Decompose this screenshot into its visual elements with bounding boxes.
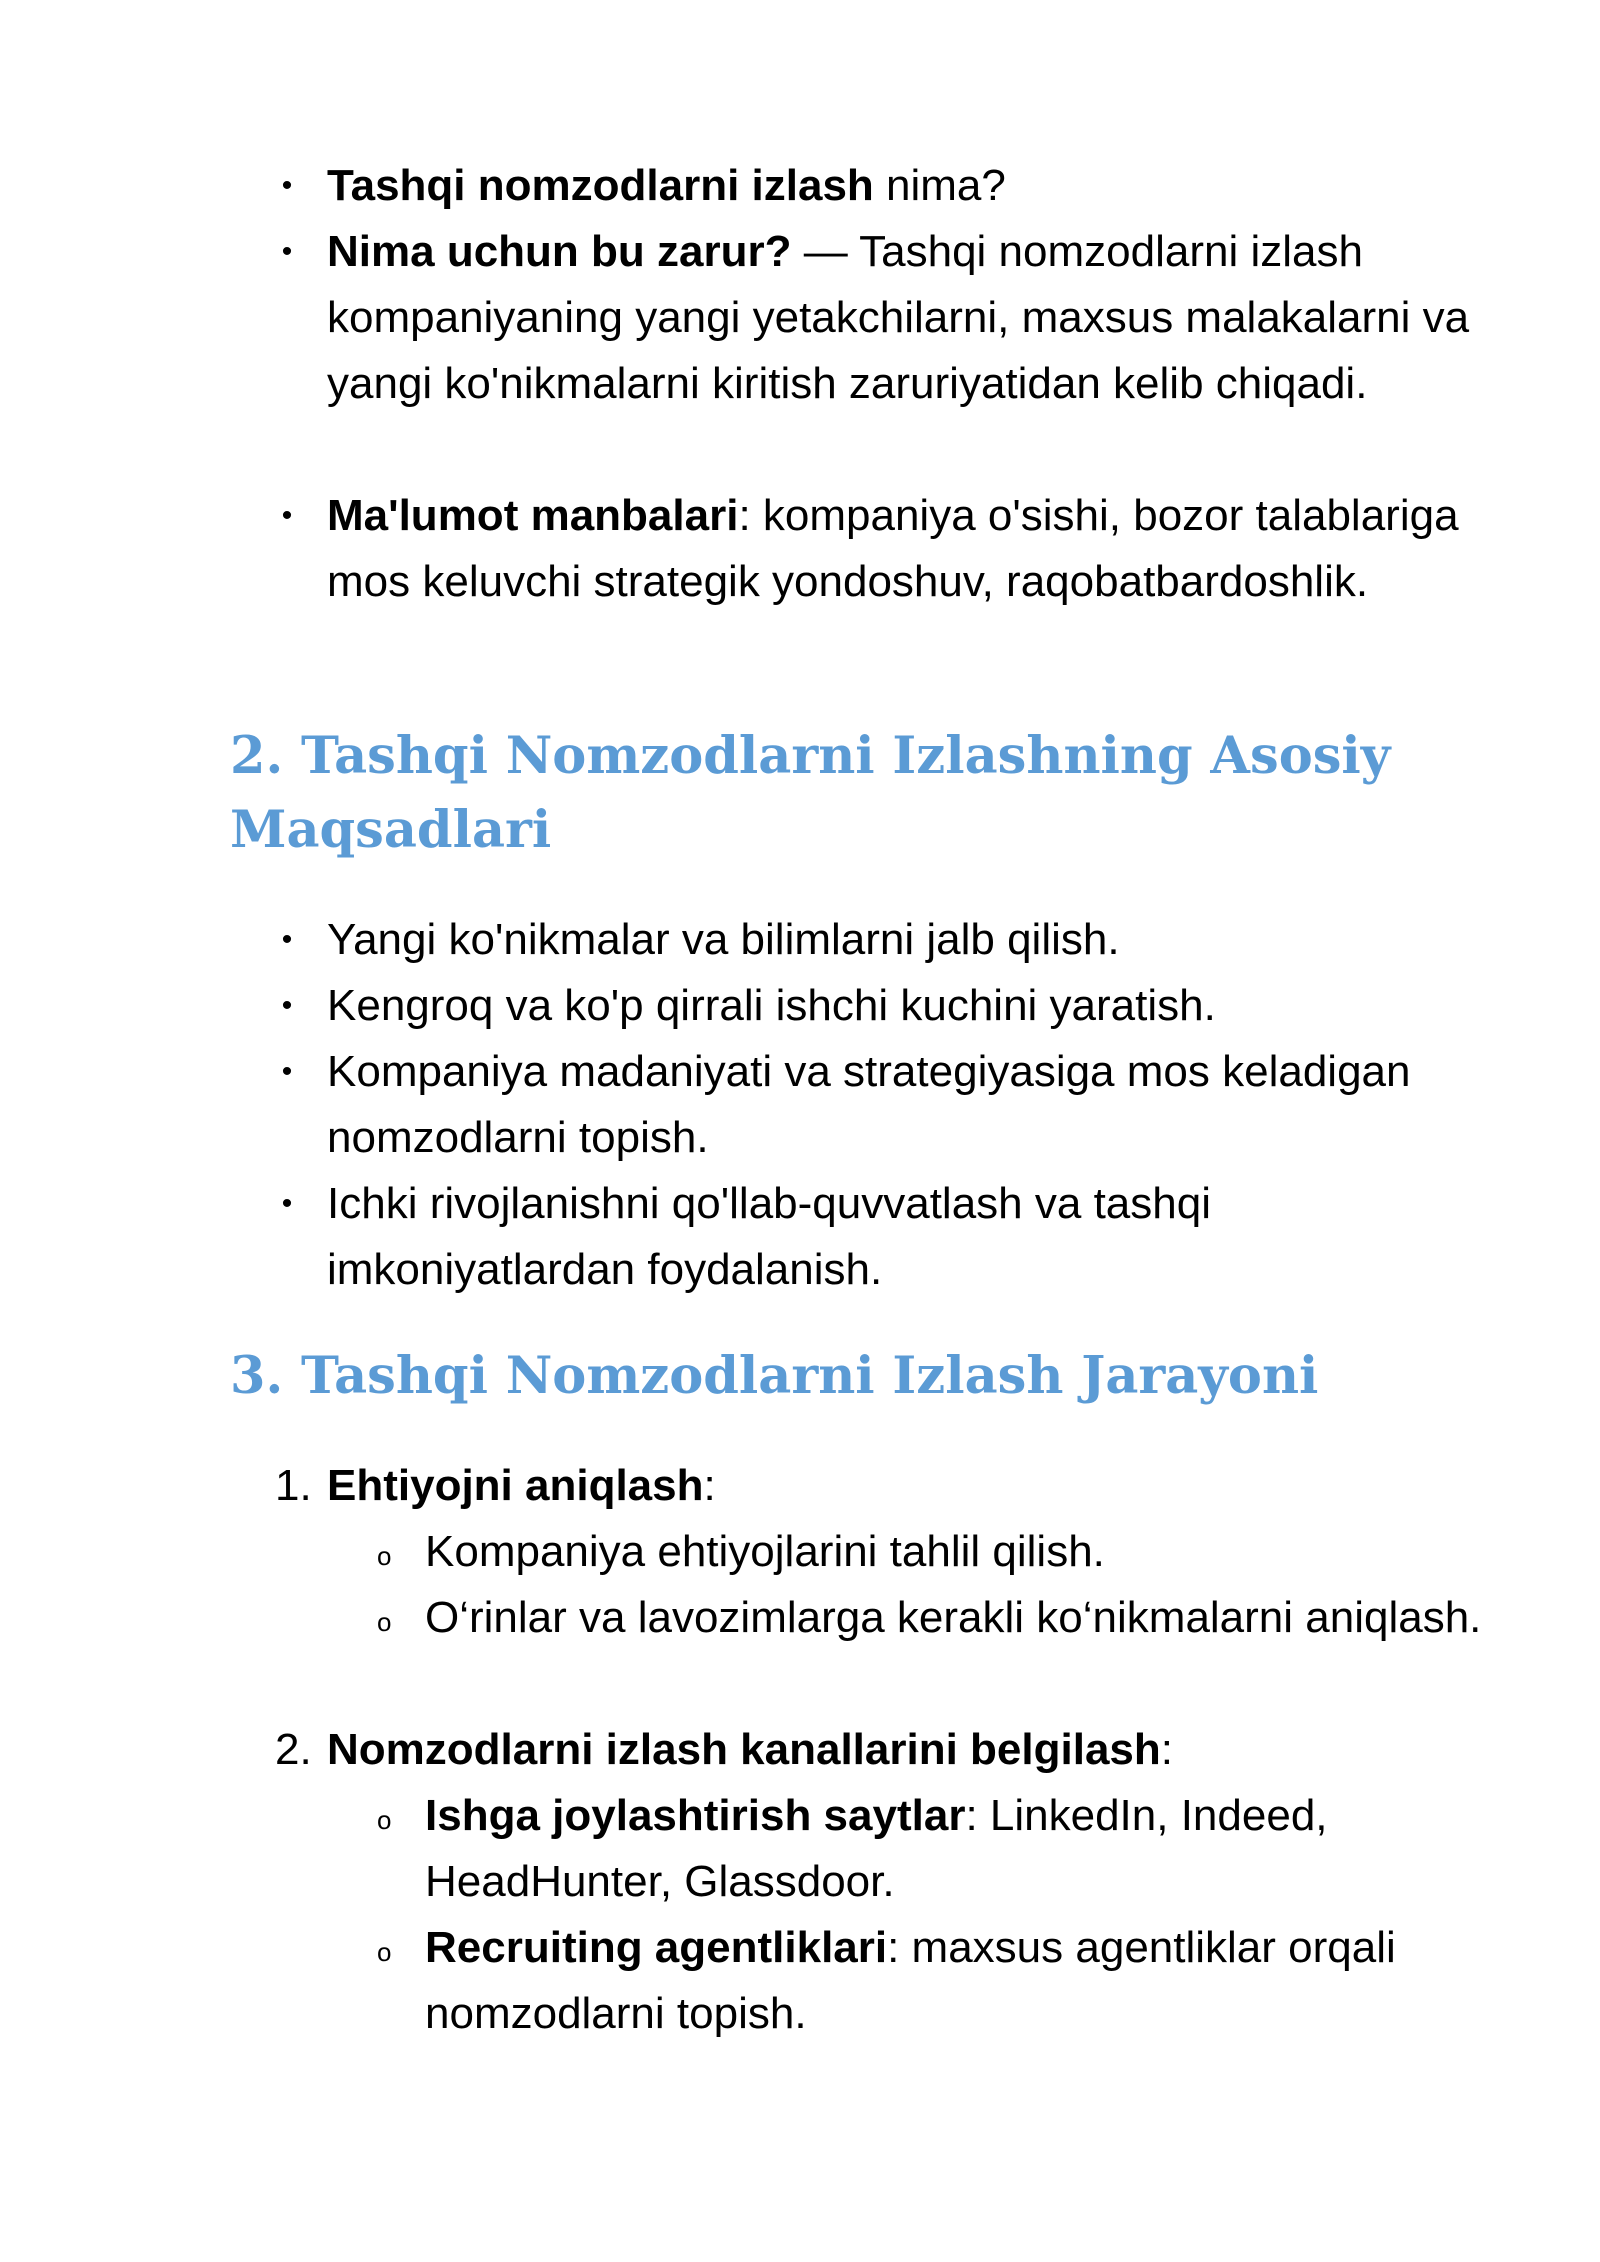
section-2-heading: 2. Tashqi Nomzodlarni Izlashning Asosiy Maqsadlari [230, 726, 1391, 860]
step-2-sub-2-text: : maxsus agentliklar orqali nomzodlarni topish. [425, 1923, 1396, 2038]
bullet-marker: • [281, 235, 293, 268]
step-1-bold: Ehtiyojni aniqlash [327, 1461, 704, 1510]
section-2-item-2-text: Kengroq va ko'p qirrali ishchi kuchini yaratish. [327, 981, 1216, 1030]
step-2-sub-1-text: : LinkedIn, Indeed, HeadHunter, Glassdoor. [425, 1791, 1328, 1906]
section-2-item-2 [281, 973, 1477, 1039]
section-2-item-3-text: Kompaniya madaniyati va strategiyasiga mos keladigan nomzodlarni topish. [327, 1047, 1411, 1162]
intro-item-3-bold: Ma'lumot manbalari [327, 491, 739, 540]
step-1-sub-1-text: Kompaniya ehtiyojlarini tahlil qilish. [425, 1527, 1105, 1576]
step-2-text: : [1160, 1725, 1173, 1774]
section-3-heading: 3. Tashqi Nomzodlarni Izlash Jarayoni [230, 1346, 1319, 1406]
bullet-marker: • [281, 499, 293, 532]
step-1-sub-1 [377, 1519, 1505, 1585]
step-2-sub-2-bold: Recruiting agentliklari [425, 1923, 888, 1972]
step-1-number: 1. [275, 1461, 312, 1510]
intro-item-3-text: : kompaniya o'sishi, bozor talablariga mos keluvchi strategik yondoshuv, raqobatbardoshlik. [327, 491, 1459, 606]
intro-item-2 [281, 219, 1477, 417]
section-2-item-1 [281, 907, 1477, 973]
intro-item-2-bold: Nima uchun bu zarur? [327, 227, 792, 276]
step-1-sub-2-text: O‘rinlar va lavozimlarga kerakli ko‘nikmalarni aniqlash. [425, 1593, 1482, 1642]
section-2-item-4 [281, 1171, 1477, 1303]
step-2-number: 2. [275, 1725, 312, 1774]
step-1-text: : [703, 1461, 716, 1510]
intro-item-2-text: — Tashqi nomzodlarni izlash kompaniyaning yangi yetakchilarni, maxsus malakalarni va yangi ko'nikmalarni kiritish zaruriyatidan kelib chiqadi. [327, 227, 1470, 408]
bullet-marker: • [281, 1187, 293, 1220]
intro-item-1-bold: Tashqi nomzodlarni izlash [327, 161, 874, 210]
step-1-sub-2 [377, 1585, 1505, 1651]
section-2-item-1-text: Yangi ko'nikmalar va bilimlarni jalb qilish. [327, 915, 1120, 964]
step-2-sub-1-bold: Ishga joylashtirish saytlar [425, 1791, 966, 1840]
bullet-marker: • [281, 989, 293, 1022]
step-1 [275, 1453, 1477, 1519]
step-2 [275, 1717, 1477, 1783]
bullet-marker: • [281, 169, 293, 202]
step-2-sub-1 [377, 1783, 1505, 1915]
intro-item-1-text: nima? [873, 161, 1006, 210]
sub-bullet-marker: o [377, 1607, 392, 1637]
section-2-item-4-text: Ichki rivojlanishni qo'llab-quvvatlash va tashqi imkoniyatlardan foydalanish. [327, 1179, 1211, 1294]
sub-bullet-marker: o [377, 1937, 392, 1967]
step-2-bold: Nomzodlarni izlash kanallarini belgilash [327, 1725, 1161, 1774]
sub-bullet-marker: o [377, 1541, 392, 1571]
bullet-marker: • [281, 1055, 293, 1088]
section-2-item-3 [281, 1039, 1477, 1171]
step-2-sub-2 [377, 1915, 1505, 2047]
intro-item-1 [281, 153, 1477, 219]
bullet-marker: • [281, 923, 293, 956]
sub-bullet-marker: o [377, 1805, 392, 1835]
intro-item-3 [281, 483, 1477, 615]
